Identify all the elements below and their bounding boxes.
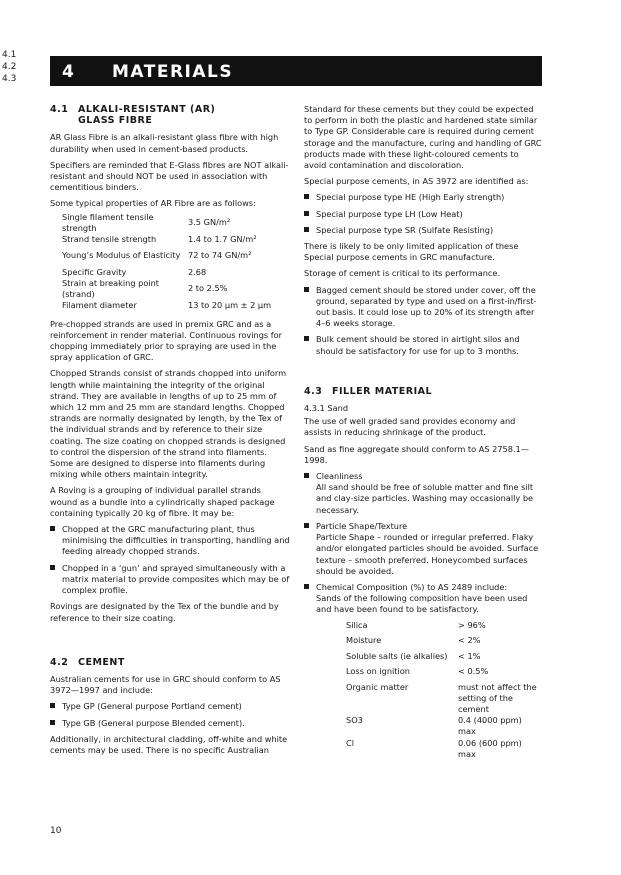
property-row: [50, 231, 290, 248]
property-row: [50, 277, 290, 299]
list-item: [304, 471, 542, 516]
list-item: [50, 718, 290, 729]
component-name: Silica: [346, 619, 368, 630]
composition-table: [346, 620, 542, 760]
component-value: < 2%: [458, 635, 481, 646]
section-title: ALKALI-RESISTANT (AR) GLASS FIBRE: [78, 104, 216, 127]
property-value: 2.68: [188, 266, 207, 277]
list-item: [50, 563, 290, 597]
bullet-list: [50, 701, 290, 728]
property-name: Specific Gravity: [62, 266, 127, 277]
list-item-title: Chemical Composition (%) to AS 2489 include:: [316, 581, 508, 592]
list-item: [50, 524, 290, 558]
bullet-square-icon: [50, 565, 55, 570]
bullet-list: [50, 524, 290, 596]
section-title: FILLER MATERIAL: [332, 385, 433, 397]
bullet-square-icon: [304, 523, 309, 528]
bullet-list: [304, 285, 542, 357]
section-number: 4.1: [50, 104, 69, 115]
chapter-title: MATERIALS: [112, 62, 234, 82]
component-value: 0.06 (600 ppm) max: [458, 737, 522, 759]
component-value: 0.4 (4000 ppm) max: [458, 715, 522, 737]
bullet-square-icon: [50, 720, 55, 725]
section-title: CEMENT: [78, 656, 125, 668]
list-item-text: Special purpose type HE (High Early strength): [316, 192, 505, 203]
bullet-list: [304, 471, 542, 760]
section-heading-4-1: [50, 104, 290, 126]
nav-item[interactable]: 4.1: [2, 50, 17, 60]
chapter-header: [50, 56, 542, 86]
component-value: > 96%: [458, 619, 486, 630]
list-item-text: Type GB (General purpose Blended cement).: [62, 717, 245, 728]
bullet-square-icon: [304, 584, 309, 589]
property-value: 2 to 2.5%: [188, 283, 228, 294]
paragraph: Pre-chopped strands are used in premix GRC and as a reinforcement in render material. Continuous rovings for chopping immediately prior to spraying are used in the spray application of GRC.: [50, 318, 283, 363]
bullet-list: [304, 192, 542, 236]
paragraph: Rovings are designated by the Tex of the bundle and by reference to their size coating.: [50, 601, 279, 623]
section-nav: [2, 49, 16, 85]
component-name: Moisture: [346, 635, 382, 646]
chapter-number: 4: [62, 62, 74, 82]
list-item-text: Bagged cement should be stored under cover, off the ground, separated by type and used on a first-in/first-out basis. It could lose up to 20% of its strength after 4–6 weeks storage.: [316, 284, 537, 329]
component-name: Organic matter: [346, 681, 409, 692]
section-number: 4.2: [50, 656, 69, 668]
property-value: 13 to 20 μm ± 2 μm: [188, 299, 272, 310]
property-value: 1.4 to 1.7 GN/m²: [188, 233, 257, 244]
composition-row: [346, 715, 542, 737]
property-name: Filament diameter: [62, 299, 137, 310]
list-item-text: Bulk cement should be stored in airtight silos and should be satisfactory for use for up to 3 months.: [316, 334, 520, 356]
list-item-text: Special purpose type LH (Low Heat): [316, 208, 463, 219]
paragraph: Australian cements for use in GRC should conform to AS 3972—1997 and include:: [50, 673, 281, 696]
paragraph: A Roving is a grouping of individual parallel strands wound as a bundle into a cylindrically shaped package containing typically 20 kg of fibre. It may be:: [50, 485, 275, 518]
property-name: Young’s Modulus of Elasticity: [62, 250, 181, 261]
page-number: 10: [50, 826, 62, 836]
bullet-square-icon: [304, 336, 309, 341]
paragraph: There is likely to be only limited application of these Special purpose cements in GRC manufacture.: [304, 241, 519, 263]
section-heading-4-2: [50, 657, 290, 668]
section-number: 4.3: [304, 385, 323, 397]
bullet-square-icon: [50, 526, 55, 531]
property-name: Strain at breaking point (strand): [62, 277, 160, 299]
property-value: 3.5 GN/m²: [188, 217, 231, 228]
paragraph: Chopped Strands consist of strands chopped into uniform length while maintaining the integrity of the original strand. They are available in lengths of up to 25 mm of which 12 mm and 25 mm are standard lengths. Chopped strands are normally designated by length, by the Tex of the individual strands and by reference to their size coating. The size coating on chopped strands is designed to control the dispersion of the strand into filaments. Some are designed to disperse into filaments during mixing while others maintain integrity.: [50, 368, 287, 480]
list-item: [304, 334, 542, 356]
bullet-square-icon: [50, 703, 55, 708]
list-item-text: Particle Shape – rounded or irregular preferred. Flaky and/or elongated particles should be avoided. Surface texture – smooth preferred. Honeycombed surfaces should be avoided.: [316, 532, 539, 576]
composition-row: [346, 620, 542, 636]
bullet-square-icon: [304, 473, 309, 478]
list-item: [304, 209, 542, 220]
list-item: [304, 521, 542, 577]
list-item: [50, 701, 290, 712]
paragraph: Additionally, in architectural cladding, off-white and white cements may be used. There is no specific Australian: [50, 733, 288, 755]
paragraph: AR Glass Fibre is an alkali-resistant glass fibre with high durability when used in cement-based products.: [50, 132, 279, 154]
nav-item[interactable]: 4.2: [2, 62, 17, 72]
composition-row: [346, 666, 542, 682]
list-item-title: Particle Shape/Texture: [316, 520, 408, 531]
property-value: 72 to 74 GN/m²: [188, 250, 252, 261]
composition-row: [346, 738, 542, 760]
paragraph: The use of well graded sand provides economy and assists in reducing shrinkage of the product.: [304, 416, 516, 438]
list-item: [304, 192, 542, 203]
list-item: [304, 582, 542, 760]
bullet-square-icon: [304, 194, 309, 199]
component-value: must not affect the setting of the cement: [458, 681, 537, 714]
list-item-text: All sand should be free of soluble matter and fine silt and clay-size particles. Washing may occasionally be necessary.: [316, 482, 534, 515]
component-value: < 1%: [458, 650, 481, 661]
bullet-square-icon: [304, 211, 309, 216]
composition-row: [346, 635, 542, 651]
section-heading-4-3: [304, 386, 542, 397]
component-name: Loss on ignition: [346, 666, 410, 677]
paragraph: Sand as fine aggregate should conform to AS 2758.1—1998.: [304, 443, 529, 465]
property-name: Single filament tensile strength: [62, 211, 154, 233]
composition-row: [346, 651, 542, 667]
nav-item[interactable]: 4.3: [2, 74, 17, 84]
properties-table: [50, 211, 290, 314]
property-name: Strand tensile strength: [62, 233, 157, 244]
bullet-square-icon: [304, 227, 309, 232]
right-column: [304, 104, 542, 765]
property-row: [50, 211, 290, 233]
list-item-text: Chopped in a ‘gun’ and sprayed simultaneously with a matrix material to provide composites which may be of complex profile.: [62, 562, 290, 596]
left-column: [50, 104, 290, 761]
paragraph: Some typical properties of AR Fibre are as follows:: [50, 198, 256, 209]
paragraph: Special purpose cements, in AS 3972 are identified as:: [304, 176, 529, 187]
composition-row: [346, 682, 542, 716]
list-item: [304, 225, 542, 236]
paragraph: Standard for these cements but they could be expected to perform in both the plastic and hardened state similar to Type GP. Considerable care is required during cement storage and the manufacture, curing and handling of GRC products made with these light-coloured cements to avoid contamination and discoloration.: [304, 104, 542, 171]
component-name: SO3: [346, 715, 363, 726]
component-value: < 0.5%: [458, 666, 489, 677]
list-item: [304, 285, 542, 330]
list-item-text: Special purpose type SR (Sulfate Resisting): [316, 224, 494, 235]
list-item-text: Sands of the following composition have been used and have been found to be satisfactory.: [316, 593, 528, 615]
component-name: Cl: [346, 737, 354, 748]
list-item-text: Chopped at the GRC manufacturing plant, thus minimising the difficulties in transporting, handling and feeding already chopped strands.: [62, 524, 290, 557]
list-item-text: Type GP (General purpose Portland cement): [62, 701, 242, 712]
property-row: [50, 297, 290, 314]
subsection-heading: 4.3.1 Sand: [304, 403, 349, 414]
list-item-title: Cleanliness: [316, 471, 363, 482]
paragraph: Specifiers are reminded that E-Glass fibres are NOT alkali-resistant and should NOT be used in association with cementitious binders.: [50, 159, 289, 193]
property-row: [50, 248, 290, 265]
paragraph: Storage of cement is critical to its performance.: [304, 268, 501, 279]
component-name: Soluble salts (ie alkalies): [346, 650, 448, 661]
bullet-square-icon: [304, 287, 309, 292]
